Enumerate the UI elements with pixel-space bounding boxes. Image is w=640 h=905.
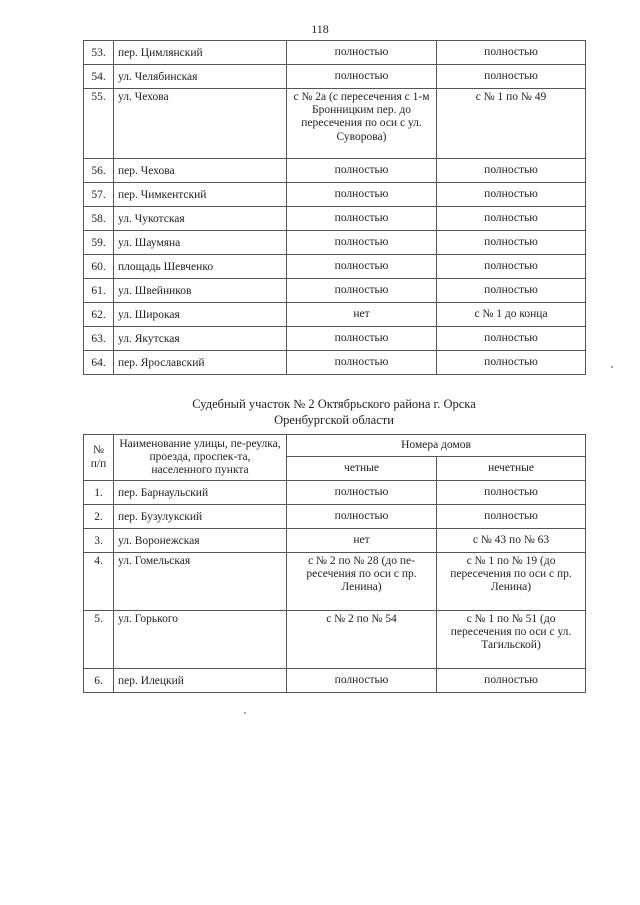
- street-name: пер. Бузулукский: [114, 505, 287, 529]
- street-name: пер. Ярославский: [114, 351, 287, 375]
- table-row: [84, 159, 586, 183]
- odd-numbers: полностью: [437, 327, 586, 351]
- row-number: 1.: [84, 481, 114, 505]
- row-number: 55.: [84, 89, 114, 159]
- table-row: [84, 231, 586, 255]
- table-row: [84, 65, 586, 89]
- odd-numbers: полностью: [437, 159, 586, 183]
- odd-numbers: полностью: [437, 65, 586, 89]
- page-number: 118: [311, 22, 329, 36]
- street-name: ул. Швейников: [114, 279, 287, 303]
- header-house-numbers: Номера домов: [287, 435, 586, 457]
- streets-table-continued: [83, 40, 586, 375]
- even-numbers: с № 2а (с пересечения с 1-м Бронницким пер. до пересечения по оси с ул. Суворова): [287, 89, 437, 159]
- row-number: 60.: [84, 255, 114, 279]
- row-number: 63.: [84, 327, 114, 351]
- odd-numbers: полностью: [437, 255, 586, 279]
- even-numbers: полностью: [287, 327, 437, 351]
- scan-speck: [611, 366, 613, 368]
- street-name: пер. Барнаульский: [114, 481, 287, 505]
- odd-numbers: полностью: [437, 481, 586, 505]
- street-name: ул. Горького: [114, 611, 287, 669]
- even-numbers: полностью: [287, 65, 437, 89]
- street-name: пер. Чехова: [114, 159, 287, 183]
- row-number: 53.: [84, 41, 114, 65]
- even-numbers: нет: [287, 529, 437, 553]
- even-numbers: полностью: [287, 279, 437, 303]
- row-number: 4.: [84, 553, 114, 611]
- scan-speck: [244, 712, 246, 714]
- odd-numbers: с № 1 по № 19 (до пересечения по оси с пр. Ленина): [437, 553, 586, 611]
- street-name: ул. Гомельская: [114, 553, 287, 611]
- row-number: 3.: [84, 529, 114, 553]
- odd-numbers: с № 1 до конца: [437, 303, 586, 327]
- street-name: ул. Широкая: [114, 303, 287, 327]
- row-number: 54.: [84, 65, 114, 89]
- section-heading-line2: Оренбургской области: [274, 413, 394, 427]
- table-row: [84, 553, 586, 611]
- table-row: [84, 669, 586, 693]
- odd-numbers: полностью: [437, 41, 586, 65]
- street-name: ул. Воронежская: [114, 529, 287, 553]
- even-numbers: полностью: [287, 207, 437, 231]
- odd-numbers: с № 43 по № 63: [437, 529, 586, 553]
- row-number: 56.: [84, 159, 114, 183]
- even-numbers: с № 2 по № 54: [287, 611, 437, 669]
- section-heading: [83, 396, 585, 428]
- even-numbers: полностью: [287, 351, 437, 375]
- even-numbers: полностью: [287, 231, 437, 255]
- header-even: четные: [287, 457, 437, 481]
- street-name: ул. Челябинская: [114, 65, 287, 89]
- table-row: [84, 351, 586, 375]
- odd-numbers: полностью: [437, 183, 586, 207]
- row-number: 64.: [84, 351, 114, 375]
- odd-numbers: полностью: [437, 279, 586, 303]
- street-name: площадь Шевченко: [114, 255, 287, 279]
- section-heading-line1: Судебный участок № 2 Октябрьского района г. Орска: [192, 397, 476, 411]
- header-name: Наименование улицы, пе-реулка, проезда, проспек-та, населенного пункта: [114, 435, 287, 481]
- even-numbers: полностью: [287, 255, 437, 279]
- row-number: 59.: [84, 231, 114, 255]
- even-numbers: нет: [287, 303, 437, 327]
- odd-numbers: полностью: [437, 207, 586, 231]
- row-number: 2.: [84, 505, 114, 529]
- table-row: [84, 303, 586, 327]
- row-number: 58.: [84, 207, 114, 231]
- table-row: [84, 279, 586, 303]
- row-number: 61.: [84, 279, 114, 303]
- street-name: ул. Чукотская: [114, 207, 287, 231]
- odd-numbers: с № 1 по № 49: [437, 89, 586, 159]
- row-number: 62.: [84, 303, 114, 327]
- table-row: [84, 255, 586, 279]
- even-numbers: полностью: [287, 669, 437, 693]
- even-numbers: полностью: [287, 159, 437, 183]
- odd-numbers: полностью: [437, 351, 586, 375]
- table-row: [84, 327, 586, 351]
- odd-numbers: полностью: [437, 231, 586, 255]
- street-name: ул. Якутская: [114, 327, 287, 351]
- street-name: ул. Чехова: [114, 89, 287, 159]
- streets-table-district-2: [83, 434, 586, 693]
- even-numbers: полностью: [287, 41, 437, 65]
- even-numbers: полностью: [287, 481, 437, 505]
- table-row: [84, 41, 586, 65]
- even-numbers: полностью: [287, 505, 437, 529]
- street-name: пер. Цимлянский: [114, 41, 287, 65]
- even-numbers: с № 2 по № 28 (до пе-ресечения по оси с пр. Ленина): [287, 553, 437, 611]
- table-row: [84, 505, 586, 529]
- street-name: пер. Чимкентский: [114, 183, 287, 207]
- odd-numbers: полностью: [437, 505, 586, 529]
- even-numbers: полностью: [287, 183, 437, 207]
- row-number: 6.: [84, 669, 114, 693]
- header-num: № п/п: [84, 435, 114, 481]
- table-row: [84, 183, 586, 207]
- street-name: пер. Илецкий: [114, 669, 287, 693]
- table-row: [84, 207, 586, 231]
- header-odd: нечетные: [437, 457, 586, 481]
- table-row: [84, 481, 586, 505]
- table-row: [84, 529, 586, 553]
- odd-numbers: с № 1 по № 51 (до пересечения по оси с ул. Тагильской): [437, 611, 586, 669]
- row-number: 5.: [84, 611, 114, 669]
- row-number: 57.: [84, 183, 114, 207]
- street-name: ул. Шаумяна: [114, 231, 287, 255]
- odd-numbers: полностью: [437, 669, 586, 693]
- table-row: [84, 611, 586, 669]
- table-row: [84, 89, 586, 159]
